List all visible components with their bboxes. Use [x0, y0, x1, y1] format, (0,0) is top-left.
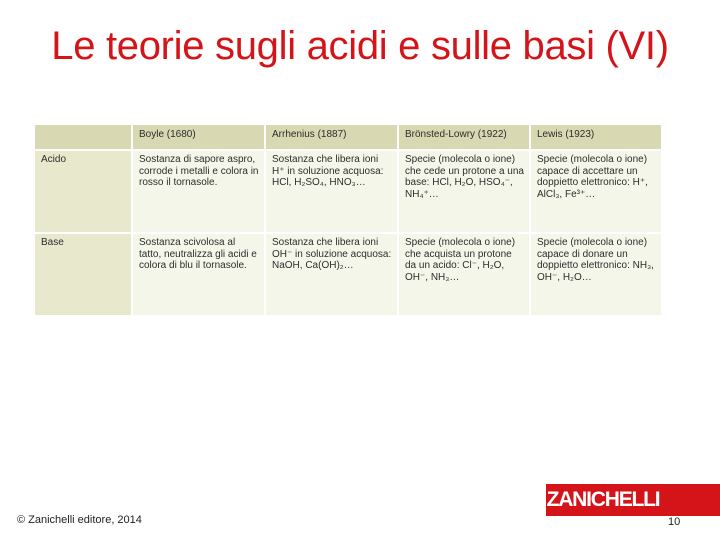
- page-number: 10: [668, 516, 681, 528]
- acid-base-table: [33, 123, 663, 317]
- cell-base-arrhenius: Sostanza che libera ioni OH⁻ in soluzione acquosa: NaOH, Ca(OH)₂…: [265, 233, 398, 316]
- column-header-lewis: Lewis (1923): [530, 124, 662, 150]
- row-header-acido: Acido: [34, 150, 132, 233]
- table-header-row: [34, 124, 662, 150]
- cell-base-bronsted-lowry: Specie (molecola o ione) che acquista un protone da un acido: Cl⁻, H₂O, OH⁻, NH₃…: [398, 233, 530, 316]
- table-row-base: [34, 233, 662, 316]
- column-header-arrhenius: Arrhenius (1887): [265, 124, 398, 150]
- cell-acido-lewis: Specie (molecola o ione) capace di accettare un doppietto elettronico: H⁺, AlCl₃, Fe³⁺…: [530, 150, 662, 233]
- column-header-boyle: Boyle (1680): [132, 124, 265, 150]
- table-row-acido: [34, 150, 662, 233]
- acid-base-table-container: [33, 123, 661, 317]
- cell-acido-boyle: Sostanza di sapore aspro, corrode i metalli e colora in rosso il tornasole.: [132, 150, 265, 233]
- zanichelli-logo: [546, 484, 720, 516]
- cell-base-lewis: Specie (molecola o ione) capace di donare un doppietto elettronico: NH₃, OH⁻, H₂O…: [530, 233, 662, 316]
- cell-acido-arrhenius: Sostanza che libera ioni H⁺ in soluzione acquosa: HCl, H₂SO₄, HNO₃…: [265, 150, 398, 233]
- row-header-base: Base: [34, 233, 132, 316]
- cell-base-boyle: Sostanza scivolosa al tatto, neutralizza gli acidi e colora di blu il tornasole.: [132, 233, 265, 316]
- column-header-bronsted-lowry: Brönsted-Lowry (1922): [398, 124, 530, 150]
- logo-text: ZANICHELLI: [546, 488, 660, 511]
- copyright-text: © Zanichelli editore, 2014: [17, 514, 142, 526]
- slide-title: Le teorie sugli acidi e sulle basi (VI): [51, 24, 669, 68]
- cell-acido-bronsted-lowry: Specie (molecola o ione) che cede un protone a una base: HCl, H₂O, HSO₄⁻, NH₄⁺…: [398, 150, 530, 233]
- table-corner-cell: [34, 124, 132, 150]
